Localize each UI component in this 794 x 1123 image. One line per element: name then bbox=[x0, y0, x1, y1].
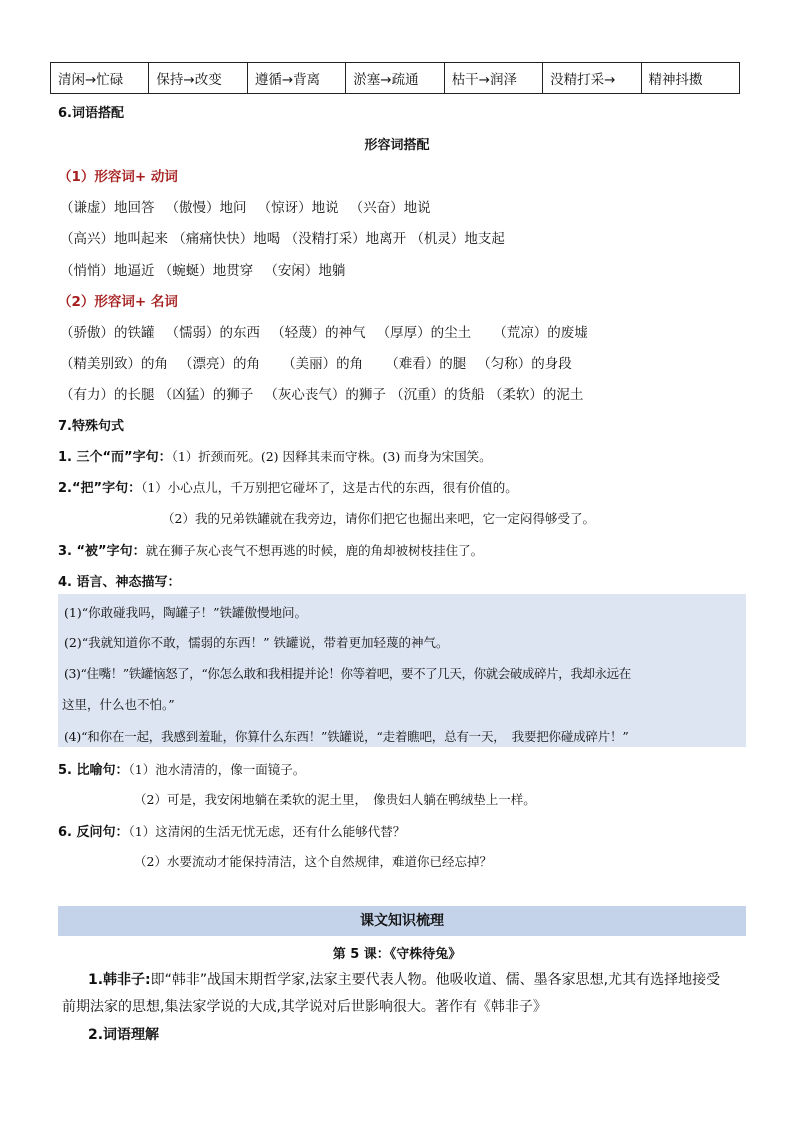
sentence-row bbox=[58, 759, 305, 778]
table-cell: 遵循→背离 bbox=[247, 63, 345, 94]
section-banner: 课文知识梳理 bbox=[58, 906, 746, 936]
sentence-label: 4. 语言、神态描写： bbox=[58, 575, 181, 590]
quote-line: (1)“你敢碰我吗，陶罐子！”铁罐傲慢地问。 bbox=[64, 605, 307, 620]
paragraph-line bbox=[88, 969, 720, 989]
sentence-row bbox=[58, 540, 483, 559]
phrase-line: （有力）的长腿 （凶猛）的狮子 （灰心丧气）的狮子 （沉重）的货船 （柔软）的泥土 bbox=[60, 387, 584, 403]
table-cell: 淤塞→疏通 bbox=[346, 63, 444, 94]
lesson-title: 第 5 课：《守株待兔》 bbox=[332, 947, 462, 962]
table-cell: 枯干→润泽 bbox=[444, 63, 542, 94]
sentence-label: 2.“把”字句： bbox=[58, 481, 142, 496]
sentence-text: （1）小心点儿，千万别把它碰坏了，这是古代的东西，很有价值的。 bbox=[141, 480, 518, 495]
subsection-title: 形容词搭配 bbox=[364, 138, 430, 153]
quote-line: 这里，什么也不怕。” bbox=[62, 697, 175, 712]
table-cell: 精神抖擞 bbox=[641, 63, 739, 94]
phrase-line: （精美别致）的角 （漂亮）的角 （美丽）的角 （难看）的腿 （匀称）的身段 bbox=[60, 356, 572, 372]
quote-line: (3)“住嘴！”铁罐恼怒了，“你怎么敢和我相提并论！你等着吧，要不了几天，你就会破成碎片，我却永远在 bbox=[64, 666, 631, 681]
sentence-label: 1. 三个“而”字句： bbox=[58, 450, 172, 465]
paragraph-label: 1.韩非子: bbox=[88, 972, 151, 988]
paragraph-text: 即“韩非”战国末期哲学家,法家主要代表人物。他吸收道、儒、墨各家思想,尤其有选择地接受 bbox=[150, 972, 721, 988]
section-heading: 7.特殊句式 bbox=[58, 419, 124, 434]
sentence-row bbox=[58, 477, 518, 496]
antonym-table bbox=[50, 62, 740, 94]
category-heading: （2）形容词+ 名词 bbox=[58, 294, 178, 310]
sentence-label: 5. 比喻句： bbox=[58, 763, 129, 778]
sentence-text: 就在狮子灰心丧气不想再逃的时候，鹿的角却被树枝挂住了。 bbox=[145, 543, 484, 558]
paragraph-line: 前期法家的思想,集法家学说的大成,其学说对后世影响很大。著作有《韩非子》 bbox=[62, 999, 547, 1015]
section-heading: 6.词语搭配 bbox=[58, 106, 124, 121]
phrase-line: （悄悄）地逼近 （蜿蜒）地贯穿 （安闲）地躺 bbox=[60, 263, 346, 279]
sentence-text: （1）池水清清的，像一面镜子。 bbox=[128, 762, 306, 777]
sentence-text: （2）可是，我安闲地躺在柔软的泥土里， 像贵妇人躺在鸭绒垫上一样。 bbox=[134, 792, 536, 807]
sentence-text: （2）水要流动才能保持清洁，这个自然规律，难道你已经忘掉？ bbox=[134, 854, 492, 869]
phrase-line: （谦虚）地回答 （傲慢）地问 （惊讶）地说 （兴奋）地说 bbox=[60, 200, 431, 216]
sentence-row bbox=[58, 821, 405, 840]
quote-line: (2)“我就知道你不敢，懦弱的东西！” 铁罐说，带着更加轻蔑的神气。 bbox=[64, 635, 449, 650]
sentence-label: 6. 反问句： bbox=[58, 825, 129, 840]
phrase-line: （高兴）地叫起来 （痛痛快快）地喝 （没精打采）地离开 （机灵）地支起 bbox=[60, 231, 505, 247]
sentence-text: （1）折颈而死。(2) 因释其耒而守株。(3) 而身为宋国笑。 bbox=[171, 449, 492, 464]
sentence-row bbox=[58, 446, 492, 465]
sentence-label: 3. “被”字句： bbox=[58, 544, 146, 559]
sentence-text: （2）我的兄弟铁罐就在我旁边，请你们把它也掘出来吧，它一定闷得够受了。 bbox=[162, 511, 595, 526]
quote-line: (4)“和你在一起，我感到羞耻，你算什么东西！”铁罐说，“走着瞧吧，总有一天， 我要把你碰成碎片！” bbox=[64, 729, 629, 744]
phrase-line: （骄傲）的铁罐 （懦弱）的东西 （轻蔑）的神气 （厚厚）的尘土 （荒凉）的废墟 bbox=[60, 325, 588, 341]
paragraph-heading: 2.词语理解 bbox=[88, 1027, 160, 1043]
table-cell: 清闲→忙碌 bbox=[51, 63, 149, 94]
category-heading: （1）形容词+ 动词 bbox=[58, 169, 178, 185]
sentence-text: （1）这清闲的生活无忧无虑，还有什么能够代替？ bbox=[128, 824, 406, 839]
table-row bbox=[51, 63, 740, 94]
table-cell: 保持→改变 bbox=[149, 63, 247, 94]
table-cell: 没精打采→ bbox=[543, 63, 641, 94]
